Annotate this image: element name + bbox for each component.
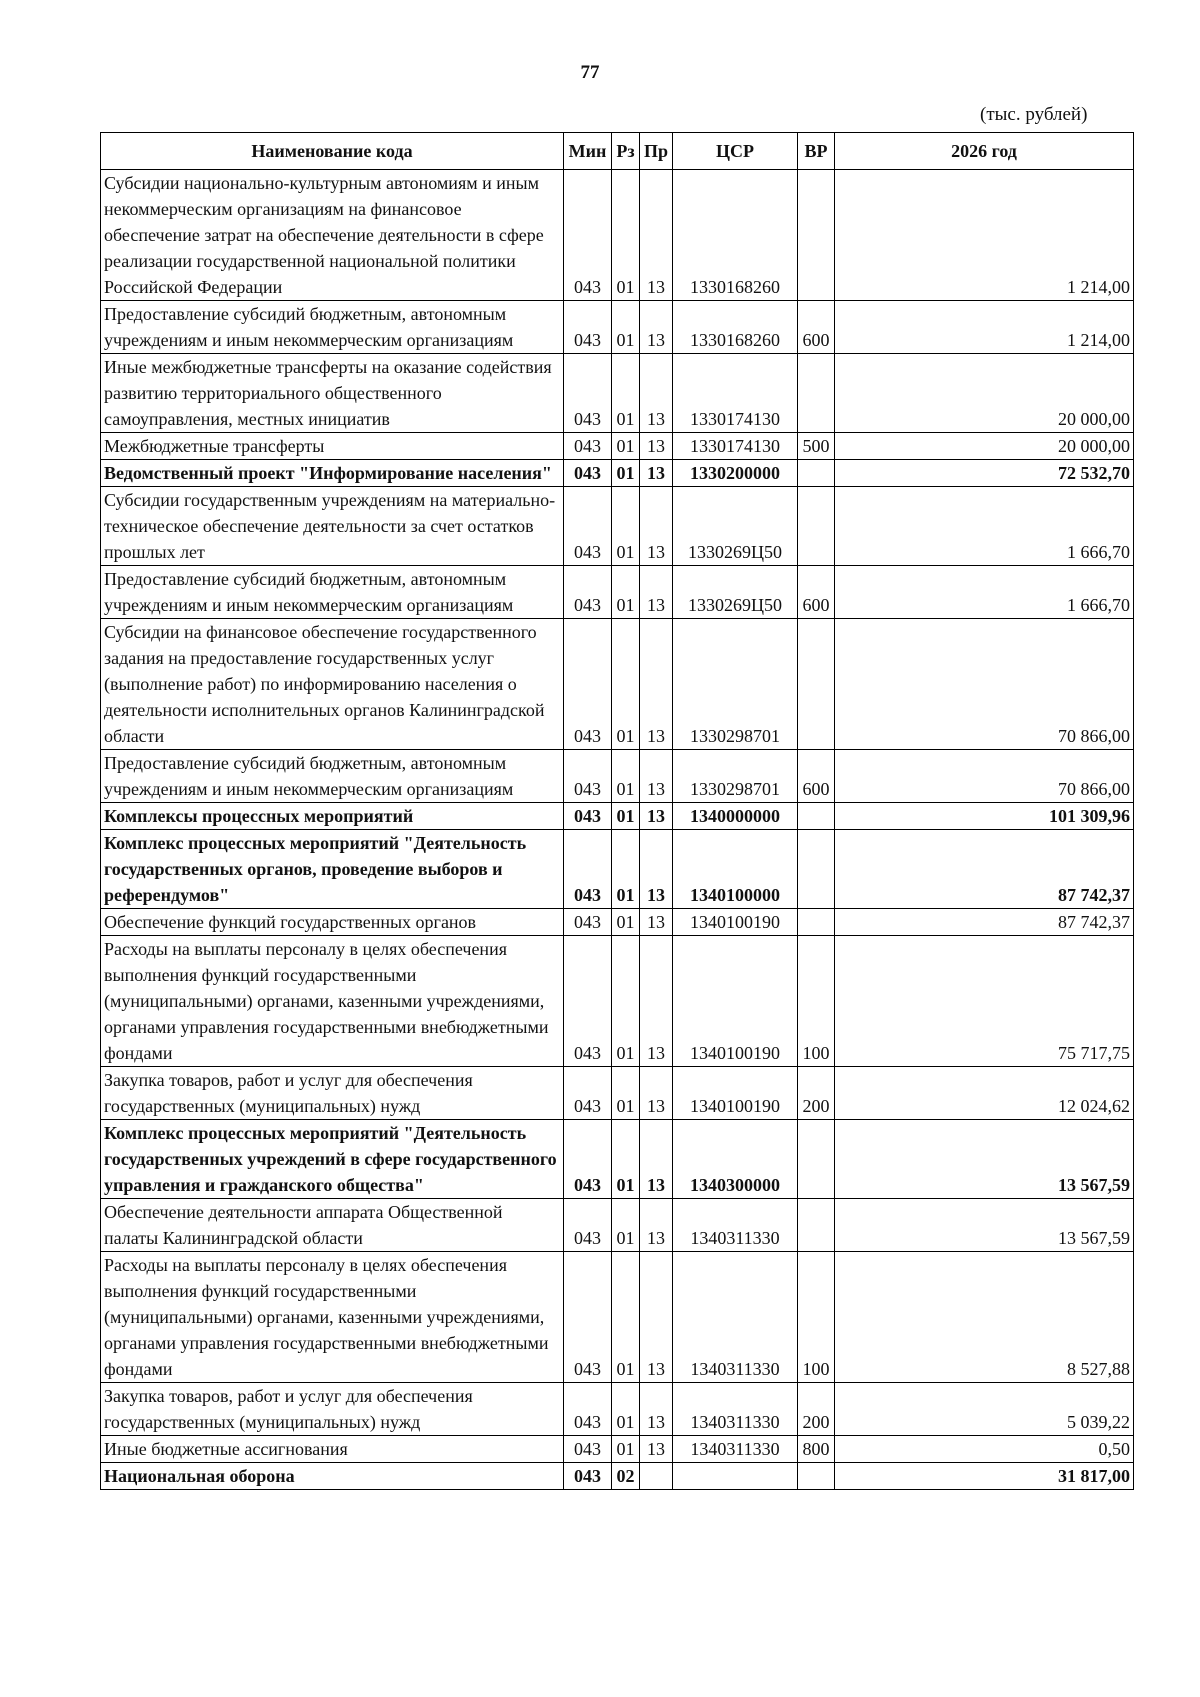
cell-name: Расходы на выплаты персоналу в целях обеспечения выполнения функций государственными (муниципальными) органами, казенными учреждениями, органами управления государственными внебюджетными фондами (101, 936, 564, 1067)
cell-pr: 13 (640, 1383, 673, 1436)
table-row (101, 170, 1134, 301)
cell-pr: 13 (640, 1436, 673, 1463)
cell-min: 043 (564, 750, 612, 803)
table-row (101, 1199, 1134, 1252)
cell-pr: 13 (640, 460, 673, 487)
cell-name: Обеспечение функций государственных органов (101, 909, 564, 936)
cell-name: Субсидии на финансовое обеспечение государственного задания на предоставление государственных услуг (выполнение работ) по информированию населения о деятельности исполнительных органов Калининградской области (101, 619, 564, 750)
cell-pr: 13 (640, 909, 673, 936)
table-row (101, 1252, 1134, 1383)
cell-min: 043 (564, 1067, 612, 1120)
header-pr: Пр (640, 133, 673, 170)
cell-sum: 13 567,59 (835, 1120, 1134, 1199)
cell-pr: 13 (640, 936, 673, 1067)
table-row (101, 433, 1134, 460)
cell-rz: 01 (612, 301, 640, 354)
cell-csr: 1340100190 (673, 1067, 798, 1120)
table-row (101, 750, 1134, 803)
cell-vr: 500 (798, 433, 835, 460)
cell-csr: 1340100000 (673, 830, 798, 909)
cell-csr: 1330269Ц50 (673, 487, 798, 566)
cell-name: Иные бюджетные ассигнования (101, 1436, 564, 1463)
table-body (101, 170, 1134, 1490)
cell-min: 043 (564, 354, 612, 433)
cell-sum: 13 567,59 (835, 1199, 1134, 1252)
cell-sum: 70 866,00 (835, 750, 1134, 803)
cell-rz: 01 (612, 909, 640, 936)
cell-sum: 8 527,88 (835, 1252, 1134, 1383)
cell-csr: 1330168260 (673, 170, 798, 301)
cell-vr (798, 487, 835, 566)
cell-name: Комплекс процессных мероприятий "Деятельность государственных учреждений в сфере государственного управления и гражданского общества" (101, 1120, 564, 1199)
cell-pr: 13 (640, 830, 673, 909)
cell-pr: 13 (640, 750, 673, 803)
cell-csr: 1340311330 (673, 1436, 798, 1463)
cell-min: 043 (564, 1252, 612, 1383)
cell-vr (798, 1199, 835, 1252)
table-row (101, 936, 1134, 1067)
cell-vr (798, 619, 835, 750)
cell-name: Закупка товаров, работ и услуг для обеспечения государственных (муниципальных) нужд (101, 1383, 564, 1436)
table-row (101, 301, 1134, 354)
cell-vr (798, 354, 835, 433)
table-row (101, 354, 1134, 433)
table-row (101, 1463, 1134, 1490)
cell-name: Обеспечение деятельности аппарата Общественной палаты Калининградской области (101, 1199, 564, 1252)
cell-rz: 01 (612, 1383, 640, 1436)
cell-name: Расходы на выплаты персоналу в целях обеспечения выполнения функций государственными (муниципальными) органами, казенными учреждениями, органами управления государственными внебюджетными фондами (101, 1252, 564, 1383)
cell-rz: 01 (612, 936, 640, 1067)
cell-rz: 01 (612, 1252, 640, 1383)
cell-min: 043 (564, 170, 612, 301)
cell-rz: 01 (612, 487, 640, 566)
table-row (101, 1120, 1134, 1199)
cell-sum: 20 000,00 (835, 433, 1134, 460)
cell-min: 043 (564, 803, 612, 830)
cell-vr: 100 (798, 1252, 835, 1383)
cell-min: 043 (564, 301, 612, 354)
cell-pr: 13 (640, 433, 673, 460)
cell-sum: 75 717,75 (835, 936, 1134, 1067)
cell-rz: 01 (612, 354, 640, 433)
header-name: Наименование кода (101, 133, 564, 170)
cell-rz: 01 (612, 170, 640, 301)
cell-pr: 13 (640, 619, 673, 750)
cell-min: 043 (564, 1463, 612, 1490)
cell-min: 043 (564, 1120, 612, 1199)
header-rz: Рз (612, 133, 640, 170)
cell-pr (640, 1463, 673, 1490)
cell-min: 043 (564, 566, 612, 619)
cell-sum: 0,50 (835, 1436, 1134, 1463)
cell-rz: 02 (612, 1463, 640, 1490)
table-row (101, 566, 1134, 619)
cell-vr (798, 460, 835, 487)
cell-rz: 01 (612, 1120, 640, 1199)
page-number: 77 (580, 62, 600, 83)
cell-name: Национальная оборона (101, 1463, 564, 1490)
cell-vr: 600 (798, 566, 835, 619)
cell-min: 043 (564, 830, 612, 909)
cell-name: Ведомственный проект "Информирование населения" (101, 460, 564, 487)
cell-pr: 13 (640, 803, 673, 830)
cell-csr: 1330298701 (673, 750, 798, 803)
cell-pr: 13 (640, 354, 673, 433)
cell-pr: 13 (640, 1067, 673, 1120)
cell-min: 043 (564, 909, 612, 936)
cell-csr: 1340311330 (673, 1383, 798, 1436)
cell-sum: 1 666,70 (835, 487, 1134, 566)
cell-sum: 1 214,00 (835, 301, 1134, 354)
table-row (101, 1383, 1134, 1436)
cell-name: Предоставление субсидий бюджетным, автономным учреждениям и иным некоммерческим организациям (101, 566, 564, 619)
cell-sum: 1 666,70 (835, 566, 1134, 619)
table-row (101, 487, 1134, 566)
cell-name: Предоставление субсидий бюджетным, автономным учреждениям и иным некоммерческим организациям (101, 301, 564, 354)
cell-min: 043 (564, 936, 612, 1067)
cell-name: Комплекс процессных мероприятий "Деятельность государственных органов, проведение выборов и референдумов" (101, 830, 564, 909)
cell-pr: 13 (640, 566, 673, 619)
cell-vr (798, 1120, 835, 1199)
cell-csr (673, 1463, 798, 1490)
cell-pr: 13 (640, 1252, 673, 1383)
cell-csr: 1340100190 (673, 936, 798, 1067)
cell-sum: 87 742,37 (835, 909, 1134, 936)
cell-name: Субсидии национально-культурным автономиям и иным некоммерческим организациям на финансовое обеспечение затрат на обеспечение деятельности в сфере реализации государственной национальной политики Российской Федерации (101, 170, 564, 301)
units-label: (тыс. рублей) (980, 104, 1088, 125)
cell-rz: 01 (612, 830, 640, 909)
cell-name: Субсидии государственным учреждениям на материально-техническое обеспечение деятельности за счет остатков прошлых лет (101, 487, 564, 566)
cell-pr: 13 (640, 1199, 673, 1252)
cell-csr: 1340311330 (673, 1252, 798, 1383)
cell-sum: 1 214,00 (835, 170, 1134, 301)
cell-sum: 87 742,37 (835, 830, 1134, 909)
cell-csr: 1340300000 (673, 1120, 798, 1199)
cell-csr: 1340311330 (673, 1199, 798, 1252)
table-row (101, 803, 1134, 830)
cell-rz: 01 (612, 619, 640, 750)
cell-sum: 20 000,00 (835, 354, 1134, 433)
budget-table (100, 132, 1134, 1490)
cell-min: 043 (564, 1383, 612, 1436)
cell-pr: 13 (640, 301, 673, 354)
cell-sum: 31 817,00 (835, 1463, 1134, 1490)
table-row (101, 1067, 1134, 1120)
table-row (101, 830, 1134, 909)
cell-rz: 01 (612, 433, 640, 460)
cell-vr (798, 170, 835, 301)
cell-rz: 01 (612, 1199, 640, 1252)
table-row (101, 460, 1134, 487)
cell-rz: 01 (612, 1067, 640, 1120)
cell-vr: 100 (798, 936, 835, 1067)
cell-csr: 1330174130 (673, 433, 798, 460)
cell-min: 043 (564, 433, 612, 460)
table-row (101, 619, 1134, 750)
cell-pr: 13 (640, 487, 673, 566)
cell-pr: 13 (640, 170, 673, 301)
header-vr: ВР (798, 133, 835, 170)
cell-min: 043 (564, 1199, 612, 1252)
cell-csr: 1330200000 (673, 460, 798, 487)
cell-pr: 13 (640, 1120, 673, 1199)
cell-csr: 1330174130 (673, 354, 798, 433)
cell-name: Иные межбюджетные трансферты на оказание содействия развитию территориального общественного самоуправления, местных инициатив (101, 354, 564, 433)
cell-csr: 1340000000 (673, 803, 798, 830)
cell-vr (798, 830, 835, 909)
cell-sum: 72 532,70 (835, 460, 1134, 487)
cell-rz: 01 (612, 460, 640, 487)
cell-rz: 01 (612, 566, 640, 619)
cell-name: Предоставление субсидий бюджетным, автономным учреждениям и иным некоммерческим организациям (101, 750, 564, 803)
cell-sum: 70 866,00 (835, 619, 1134, 750)
cell-rz: 01 (612, 803, 640, 830)
cell-min: 043 (564, 487, 612, 566)
cell-vr: 200 (798, 1383, 835, 1436)
table-row (101, 1436, 1134, 1463)
cell-sum: 101 309,96 (835, 803, 1134, 830)
cell-rz: 01 (612, 1436, 640, 1463)
cell-vr: 600 (798, 301, 835, 354)
header-year: 2026 год (835, 133, 1134, 170)
cell-name: Закупка товаров, работ и услуг для обеспечения государственных (муниципальных) нужд (101, 1067, 564, 1120)
table-header-row (101, 133, 1134, 170)
cell-csr: 1330298701 (673, 619, 798, 750)
cell-csr: 1330168260 (673, 301, 798, 354)
cell-sum: 12 024,62 (835, 1067, 1134, 1120)
cell-csr: 1340100190 (673, 909, 798, 936)
cell-name: Межбюджетные трансферты (101, 433, 564, 460)
cell-min: 043 (564, 619, 612, 750)
cell-vr: 600 (798, 750, 835, 803)
cell-rz: 01 (612, 750, 640, 803)
cell-min: 043 (564, 460, 612, 487)
cell-sum: 5 039,22 (835, 1383, 1134, 1436)
cell-vr (798, 803, 835, 830)
header-csr: ЦСР (673, 133, 798, 170)
cell-name: Комплексы процессных мероприятий (101, 803, 564, 830)
cell-vr: 200 (798, 1067, 835, 1120)
header-min: Мин (564, 133, 612, 170)
cell-csr: 1330269Ц50 (673, 566, 798, 619)
cell-vr (798, 909, 835, 936)
table-row (101, 909, 1134, 936)
cell-vr: 800 (798, 1436, 835, 1463)
cell-min: 043 (564, 1436, 612, 1463)
cell-vr (798, 1463, 835, 1490)
